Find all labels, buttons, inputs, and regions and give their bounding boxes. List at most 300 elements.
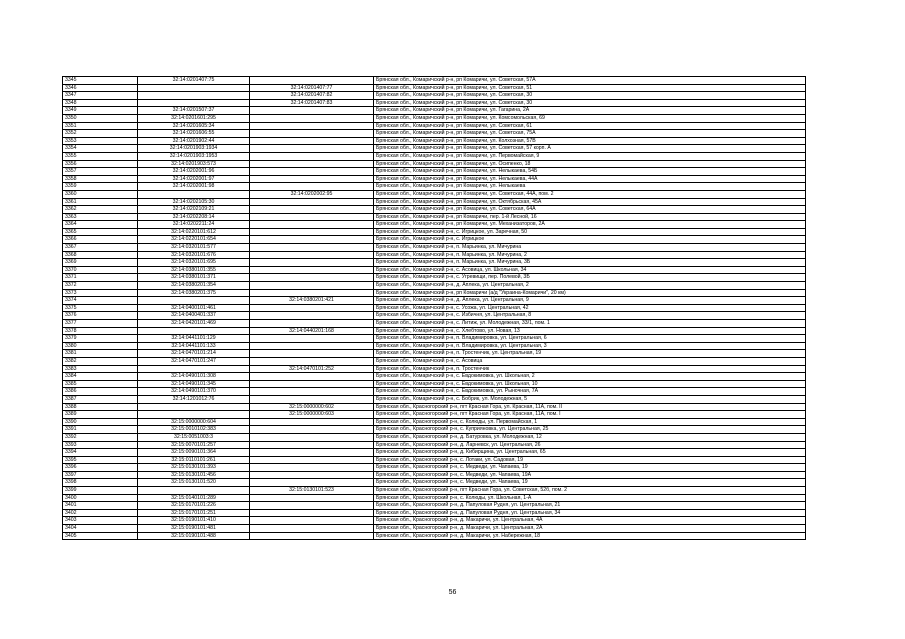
- address-cell: Брянская обл., Красногорский р-н, пгт Красная Гора, ул. Советская, 52б, пом. 2: [374, 487, 806, 495]
- cadastral-number-alt-cell: [250, 509, 374, 517]
- row-number-cell: 3361: [63, 198, 138, 206]
- cadastral-number-cell: 32:15:0130101:393: [138, 464, 250, 472]
- table-row: [63, 152, 806, 160]
- cadastral-number-alt-cell: [250, 350, 374, 358]
- cadastral-number-cell: 32:14:0202109:21: [138, 206, 250, 214]
- cadastral-number-alt-cell: 32:14:0202002:95: [250, 190, 374, 198]
- address-cell: Брянская обл., Красногорский р-н, пгт Красная Гора, ул. Красная, 11А, пом. I: [374, 411, 806, 419]
- table-row: [63, 92, 806, 100]
- property-register-table: [62, 76, 806, 540]
- cadastral-number-alt-cell: [250, 335, 374, 343]
- address-cell: Брянская обл., Комаричский р-н, рп Комаричи, ул. Колхозная, 57В: [374, 137, 806, 145]
- cadastral-number-alt-cell: [250, 418, 374, 426]
- address-cell: Брянская обл., Комаричский р-н, рп Комаричи, ул. Комсомольская, 69: [374, 114, 806, 122]
- cadastral-number-alt-cell: [250, 183, 374, 191]
- table-row: [63, 297, 806, 305]
- row-number-cell: 3382: [63, 357, 138, 365]
- cadastral-number-cell: [138, 327, 250, 335]
- address-cell: Брянская обл., Комаричский р-н, рп Комаричи, ул. Советская, 30: [374, 92, 806, 100]
- cadastral-number-cell: 32:15:0170101:251: [138, 509, 250, 517]
- address-cell: Брянская обл., Комаричский р-н, с. Евдокимовка, ул. Школьная, 10: [374, 380, 806, 388]
- address-cell: Брянская обл., Комаричский р-н, рп Комаричи, ул. Советская, 61: [374, 122, 806, 130]
- cadastral-number-alt-cell: [250, 471, 374, 479]
- row-number-cell: 3346: [63, 84, 138, 92]
- table-row: [63, 373, 806, 381]
- table-row: [63, 380, 806, 388]
- address-cell: Брянская обл., Комаричский р-н, рп Комаричи, ул. Советская, 44А, пом. 2: [374, 190, 806, 198]
- cadastral-number-alt-cell: [250, 122, 374, 130]
- table-row: [63, 274, 806, 282]
- address-cell: Брянская обл., Комаричский р-н, рп Комаричи, ул. Советская, 57А: [374, 77, 806, 85]
- table-row: [63, 99, 806, 107]
- cadastral-number-alt-cell: [250, 282, 374, 290]
- cadastral-number-cell: 32:14:0380201:375: [138, 289, 250, 297]
- table-row: [63, 471, 806, 479]
- table-row: [63, 327, 806, 335]
- cadastral-number-cell: [138, 365, 250, 373]
- row-number-cell: 3378: [63, 327, 138, 335]
- row-number-cell: 3402: [63, 509, 138, 517]
- table-row: [63, 289, 806, 297]
- row-number-cell: 3391: [63, 426, 138, 434]
- cadastral-number-alt-cell: [250, 175, 374, 183]
- address-cell: Брянская обл., Красногорский р-н, с. Лотаки, ул. Садовая, 19: [374, 456, 806, 464]
- address-cell: Брянская обл., Комаричский р-н, с. Угревищи, пер. Полевой, 3Б: [374, 274, 806, 282]
- address-cell: Брянская обл., Красногорский р-н, д. Папуловая Рудня, ул. Центральная, 21: [374, 502, 806, 510]
- table-row: [63, 145, 806, 153]
- row-number-cell: 3381: [63, 350, 138, 358]
- address-cell: Брянская обл., Комаричский р-н, п. Марьинка, ул. Мичурина, 3Б: [374, 259, 806, 267]
- cadastral-number-alt-cell: [250, 236, 374, 244]
- row-number-cell: 3358: [63, 175, 138, 183]
- cadastral-number-alt-cell: [250, 266, 374, 274]
- address-cell: Брянская обл., Комаричский р-н, рп Комаричи, ул. Советская, 75А: [374, 130, 806, 138]
- cadastral-number-cell: [138, 297, 250, 305]
- address-cell: Брянская обл., Красногорский р-н, д. Ларневск, ул. Центральная, 26: [374, 441, 806, 449]
- row-number-cell: 3379: [63, 335, 138, 343]
- address-cell: Брянская обл., Комаричский р-н, с. Игрицкое, ул. Заречная, 50: [374, 228, 806, 236]
- page-number: 56: [448, 589, 457, 596]
- cadastral-number-cell: [138, 84, 250, 92]
- cadastral-number-cell: 32:14:0490101:345: [138, 380, 250, 388]
- cadastral-number-cell: 32:14:0420101:469: [138, 320, 250, 328]
- table-row: [63, 357, 806, 365]
- row-number-cell: 3356: [63, 160, 138, 168]
- cadastral-number-alt-cell: 32:14:0470101:252: [250, 365, 374, 373]
- row-number-cell: 3393: [63, 441, 138, 449]
- cadastral-number-alt-cell: 32:15:0130101:523: [250, 487, 374, 495]
- cadastral-number-alt-cell: [250, 130, 374, 138]
- address-cell: Брянская обл., Комаричский р-н, п. Марьинка, ул. Мичурина: [374, 244, 806, 252]
- cadastral-number-cell: 32:15:0000000:604: [138, 418, 250, 426]
- cadastral-number-alt-cell: [250, 502, 374, 510]
- cadastral-number-cell: 32:14:0400401:337: [138, 312, 250, 320]
- table-row: [63, 312, 806, 320]
- cadastral-number-cell: 32:15:0110101:261: [138, 456, 250, 464]
- address-cell: Брянская обл., Комаричский р-н, с. Асовица, ул. Школьная, 34: [374, 266, 806, 274]
- table-row: [63, 441, 806, 449]
- cadastral-number-cell: 32:15:0170101:226: [138, 502, 250, 510]
- cadastral-number-cell: [138, 92, 250, 100]
- cadastral-number-cell: 32:14:0400101:461: [138, 304, 250, 312]
- cadastral-number-cell: 32:14:0320101:695: [138, 259, 250, 267]
- table-row: [63, 175, 806, 183]
- address-cell: Брянская обл., Комаричский р-н, п. Тростенчик: [374, 365, 806, 373]
- cadastral-number-alt-cell: [250, 168, 374, 176]
- cadastral-number-cell: 32:14:0320101:676: [138, 251, 250, 259]
- address-cell: Брянская обл., Комаричский р-н, п. Марьинка, ул. Мичурина, 2: [374, 251, 806, 259]
- table-row: [63, 426, 806, 434]
- address-cell: Брянская обл., Комаричский р-н, рп Комаричи, ул. Октябрьская, 45А: [374, 198, 806, 206]
- row-number-cell: 3353: [63, 137, 138, 145]
- cadastral-number-cell: 32:14:0320101:577: [138, 244, 250, 252]
- table-row: [63, 244, 806, 252]
- row-number-cell: 3374: [63, 297, 138, 305]
- table-row: [63, 251, 806, 259]
- table-row: [63, 502, 806, 510]
- address-cell: Брянская обл., Красногорский р-н, пгт Красная Гора, ул. Красная, 11А, пом. II: [374, 403, 806, 411]
- address-cell: Брянская обл., Комаричский р-н, рп Комаричи, ул. Советская, 57 корп. А: [374, 145, 806, 153]
- cadastral-number-cell: 32:14:0470101:214: [138, 350, 250, 358]
- cadastral-number-alt-cell: [250, 213, 374, 221]
- table-row: [63, 395, 806, 403]
- row-number-cell: 3359: [63, 183, 138, 191]
- address-cell: Брянская обл., Красногорский р-н, д. Макаричи, ул. Набережная, 18: [374, 532, 806, 540]
- cadastral-number-alt-cell: [250, 395, 374, 403]
- cadastral-number-cell: 32:15:0190101:488: [138, 532, 250, 540]
- address-cell: Брянская обл., Комаричский р-н, рп Комаричи, ул. Нелыкаева: [374, 183, 806, 191]
- cadastral-number-cell: 32:14:0202105:30: [138, 198, 250, 206]
- cadastral-number-cell: 32:14:0490101:308: [138, 373, 250, 381]
- cadastral-number-alt-cell: [250, 137, 374, 145]
- row-number-cell: 3401: [63, 502, 138, 510]
- cadastral-number-cell: 32:14:0201507:37: [138, 107, 250, 115]
- cadastral-number-cell: 32:14:0470101:247: [138, 357, 250, 365]
- table-row: [63, 236, 806, 244]
- address-cell: Брянская обл., Комаричский р-н, п. Тростенчик, ул. Центральная, 19: [374, 350, 806, 358]
- cadastral-number-alt-cell: [250, 517, 374, 525]
- row-number-cell: 3372: [63, 282, 138, 290]
- cadastral-number-alt-cell: [250, 532, 374, 540]
- cadastral-number-alt-cell: [250, 107, 374, 115]
- table-row: [63, 487, 806, 495]
- table-row: [63, 525, 806, 533]
- cadastral-number-cell: 32:15:0130101:456: [138, 471, 250, 479]
- cadastral-number-alt-cell: [250, 289, 374, 297]
- cadastral-number-alt-cell: [250, 433, 374, 441]
- cadastral-number-alt-cell: [250, 77, 374, 85]
- table-row: [63, 282, 806, 290]
- table-row: [63, 464, 806, 472]
- cadastral-number-alt-cell: 32:14:0201407:83: [250, 99, 374, 107]
- cadastral-number-cell: 32:14:0202001:96: [138, 168, 250, 176]
- cadastral-number-cell: 32:14:0220101:612: [138, 228, 250, 236]
- table-row: [63, 107, 806, 115]
- cadastral-number-alt-cell: [250, 342, 374, 350]
- row-number-cell: 3360: [63, 190, 138, 198]
- table-row: [63, 122, 806, 130]
- cadastral-number-cell: 32:14:0201903:573: [138, 160, 250, 168]
- table-row: [63, 137, 806, 145]
- table-row: [63, 259, 806, 267]
- cadastral-number-cell: 32:15:0190101:481: [138, 525, 250, 533]
- table-row: [63, 198, 806, 206]
- cadastral-number-cell: [138, 190, 250, 198]
- table-row: [63, 160, 806, 168]
- row-number-cell: 3392: [63, 433, 138, 441]
- row-number-cell: 3383: [63, 365, 138, 373]
- row-number-cell: 3376: [63, 312, 138, 320]
- cadastral-number-cell: 32:14:0202001:98: [138, 183, 250, 191]
- table-row: [63, 84, 806, 92]
- cadastral-number-alt-cell: [250, 312, 374, 320]
- address-cell: Брянская обл., Комаричский р-н, рп Комаричи, ул. Осипенко, 18: [374, 160, 806, 168]
- cadastral-number-alt-cell: [250, 152, 374, 160]
- address-cell: Брянская обл., Комаричский р-н, с. Бобрик, ул. Молодежная, 5: [374, 395, 806, 403]
- row-number-cell: 3400: [63, 494, 138, 502]
- cadastral-number-alt-cell: [250, 221, 374, 229]
- cadastral-number-alt-cell: [250, 320, 374, 328]
- cadastral-number-cell: 32:14:0202211:24: [138, 221, 250, 229]
- row-number-cell: 3352: [63, 130, 138, 138]
- row-number-cell: 3362: [63, 206, 138, 214]
- cadastral-number-cell: [138, 99, 250, 107]
- address-cell: Брянская обл., Комаричский р-н, п. Владимировка, ул. Центральная, 6: [374, 335, 806, 343]
- cadastral-number-cell: 32:14:0201903:1934: [138, 145, 250, 153]
- row-number-cell: 3354: [63, 145, 138, 153]
- cadastral-number-cell: 32:15:0090101:364: [138, 449, 250, 457]
- cadastral-number-cell: [138, 487, 250, 495]
- row-number-cell: 3377: [63, 320, 138, 328]
- table-row: [63, 494, 806, 502]
- cadastral-number-alt-cell: [250, 206, 374, 214]
- cadastral-number-alt-cell: [250, 388, 374, 396]
- row-number-cell: 3347: [63, 92, 138, 100]
- address-cell: Брянская обл., Комаричский р-н, д. Аплека, ул. Центральная, 2: [374, 282, 806, 290]
- table-row: [63, 206, 806, 214]
- table-row: [63, 342, 806, 350]
- cadastral-number-alt-cell: [250, 479, 374, 487]
- row-number-cell: 3368: [63, 251, 138, 259]
- table-row: [63, 221, 806, 229]
- table-row: [63, 190, 806, 198]
- address-cell: Брянская обл., Красногорский р-н, д. Макаричи, ул. Центральная, 2А: [374, 525, 806, 533]
- cadastral-number-alt-cell: [250, 244, 374, 252]
- cadastral-number-cell: 32:15:0130101:520: [138, 479, 250, 487]
- row-number-cell: 3351: [63, 122, 138, 130]
- cadastral-number-alt-cell: [250, 274, 374, 282]
- row-number-cell: 3384: [63, 373, 138, 381]
- cadastral-number-alt-cell: 32:14:0201407:77: [250, 84, 374, 92]
- row-number-cell: 3397: [63, 471, 138, 479]
- table-row: [63, 213, 806, 221]
- cadastral-number-cell: 32:14:0490101:370: [138, 388, 250, 396]
- address-cell: Брянская обл., Комаричский р-н, с. Усожа, ул. Центральная, 42: [374, 304, 806, 312]
- address-cell: Брянская обл., Красногорский р-н, с. Медведи, ул. Чапаева, 19: [374, 464, 806, 472]
- row-number-cell: 3405: [63, 532, 138, 540]
- cadastral-number-cell: 32:14:0441101:133: [138, 342, 250, 350]
- address-cell: Брянская обл., Комаричский р-н, с. Асовица: [374, 357, 806, 365]
- row-number-cell: 3390: [63, 418, 138, 426]
- row-number-cell: 3371: [63, 274, 138, 282]
- cadastral-number-alt-cell: [250, 464, 374, 472]
- address-cell: Брянская обл., Комаричский р-н, с. Хлебтово, ул. Новая, 13: [374, 327, 806, 335]
- cadastral-number-cell: 32:14:0441101:129: [138, 335, 250, 343]
- row-number-cell: 3395: [63, 456, 138, 464]
- cadastral-number-cell: 32:14:0201606:55: [138, 130, 250, 138]
- cadastral-number-alt-cell: 32:14:0440201:168: [250, 327, 374, 335]
- table-row: [63, 411, 806, 419]
- cadastral-number-alt-cell: [250, 426, 374, 434]
- table-row: [63, 449, 806, 457]
- address-cell: Брянская обл., Комаричский р-н, рп Комаричи, ул. Гагарина, 2А: [374, 107, 806, 115]
- table-row: [63, 517, 806, 525]
- address-cell: Брянская обл., Комаричский р-н, с. Евдокимовка, ул. Рыночная, 7А: [374, 388, 806, 396]
- cadastral-number-alt-cell: [250, 251, 374, 259]
- row-number-cell: 3366: [63, 236, 138, 244]
- row-number-cell: 3398: [63, 479, 138, 487]
- cadastral-number-cell: 32:14:0201902:44: [138, 137, 250, 145]
- cadastral-number-alt-cell: [250, 449, 374, 457]
- address-cell: Брянская обл., Комаричский р-н, рп Комаричи, ул. Механизаторов, 2А: [374, 221, 806, 229]
- cadastral-number-alt-cell: [250, 228, 374, 236]
- cadastral-number-alt-cell: [250, 373, 374, 381]
- table-row: [63, 479, 806, 487]
- row-number-cell: 3388: [63, 403, 138, 411]
- row-number-cell: 3389: [63, 411, 138, 419]
- cadastral-number-cell: 32:14:0201601:295: [138, 114, 250, 122]
- cadastral-number-alt-cell: [250, 145, 374, 153]
- cadastral-number-cell: 32:14:0201903:1953: [138, 152, 250, 160]
- row-number-cell: 3367: [63, 244, 138, 252]
- row-number-cell: 3386: [63, 388, 138, 396]
- row-number-cell: 3387: [63, 395, 138, 403]
- address-cell: Брянская обл., Комаричский р-н, с. Избичня, ул. Центральная, 8: [374, 312, 806, 320]
- table-row: [63, 320, 806, 328]
- address-cell: Брянская обл., Красногорский р-н, с. Медведи, ул. Чапаева, 19А: [374, 471, 806, 479]
- cadastral-number-cell: 32:14:0202001:97: [138, 175, 250, 183]
- cadastral-number-cell: 32:14:0201605:34: [138, 122, 250, 130]
- cadastral-number-cell: [138, 403, 250, 411]
- address-cell: Брянская обл., Красногорский р-н, д. Кибирщина, ул. Центральная, 65: [374, 449, 806, 457]
- address-cell: Брянская обл., Комаричский р-н, рп Комаричи (а/д "Украина-Комаричи", 20 км): [374, 289, 806, 297]
- table-body: [63, 77, 806, 540]
- cadastral-number-alt-cell: [250, 198, 374, 206]
- address-cell: Брянская обл., Комаричский р-н, рп Комаричи, ул. Нелыкаева, 54Б: [374, 168, 806, 176]
- cadastral-number-cell: [138, 411, 250, 419]
- cadastral-number-cell: 32:14:0202208:14: [138, 213, 250, 221]
- row-number-cell: 3380: [63, 342, 138, 350]
- row-number-cell: 3373: [63, 289, 138, 297]
- table-row: [63, 77, 806, 85]
- row-number-cell: 3375: [63, 304, 138, 312]
- address-cell: Брянская обл., Комаричский р-н, с. Литиж, ул. Молодежная, 33/1, пом. 1: [374, 320, 806, 328]
- row-number-cell: 3363: [63, 213, 138, 221]
- address-cell: Брянская обл., Комаричский р-н, п. Владимировка, ул. Центральная, 3: [374, 342, 806, 350]
- cadastral-number-alt-cell: 32:14:0201407:82: [250, 92, 374, 100]
- row-number-cell: 3396: [63, 464, 138, 472]
- address-cell: Брянская обл., Комаричский р-н, рп Комаричи, ул. Советская, 64А: [374, 206, 806, 214]
- table-row: [63, 350, 806, 358]
- row-number-cell: 3370: [63, 266, 138, 274]
- table-row: [63, 130, 806, 138]
- cadastral-number-cell: 32:14:0380101:355: [138, 266, 250, 274]
- cadastral-number-cell: 32:15:0070101:257: [138, 441, 250, 449]
- cadastral-number-alt-cell: [250, 304, 374, 312]
- cadastral-number-cell: 32:15:0051003:3: [138, 433, 250, 441]
- row-number-cell: 3357: [63, 168, 138, 176]
- cadastral-number-alt-cell: 32:15:0000000:603: [250, 411, 374, 419]
- row-number-cell: 3355: [63, 152, 138, 160]
- cadastral-number-cell: 32:14:1201012:76: [138, 395, 250, 403]
- cadastral-number-cell: 32:14:0220101:654: [138, 236, 250, 244]
- cadastral-number-alt-cell: 32:14:0380201:421: [250, 297, 374, 305]
- cadastral-number-cell: 32:14:0380201:354: [138, 282, 250, 290]
- cadastral-number-cell: 32:15:0140101:289: [138, 494, 250, 502]
- table-row: [63, 509, 806, 517]
- table-row: [63, 403, 806, 411]
- cadastral-number-alt-cell: [250, 494, 374, 502]
- address-cell: Брянская обл., Красногорский р-н, д. Макаричи, ул. Центральная, 4А: [374, 517, 806, 525]
- row-number-cell: 3350: [63, 114, 138, 122]
- row-number-cell: 3364: [63, 221, 138, 229]
- row-number-cell: 3394: [63, 449, 138, 457]
- row-number-cell: 3403: [63, 517, 138, 525]
- table-row: [63, 114, 806, 122]
- address-cell: Брянская обл., Комаричский р-н, с. Игрицкое: [374, 236, 806, 244]
- table-row: [63, 266, 806, 274]
- row-number-cell: 3348: [63, 99, 138, 107]
- table-row: [63, 365, 806, 373]
- row-number-cell: 3399: [63, 487, 138, 495]
- address-cell: Брянская обл., Комаричский р-н, рп Комаричи, ул. Первомайская, 9: [374, 152, 806, 160]
- cadastral-number-alt-cell: [250, 259, 374, 267]
- address-cell: Брянская обл., Комаричский р-н, д. Аплека, ул. Центральная, 9: [374, 297, 806, 305]
- table-row: [63, 335, 806, 343]
- table-row: [63, 418, 806, 426]
- address-cell: Брянская обл., Комаричский р-н, с. Евдокимовка, ул. Школьная, 2: [374, 373, 806, 381]
- address-cell: Брянская обл., Красногорский р-н, с. Колюды, ул. Первомайская, 1: [374, 418, 806, 426]
- cadastral-number-alt-cell: [250, 357, 374, 365]
- row-number-cell: 3404: [63, 525, 138, 533]
- address-cell: Брянская обл., Красногорский р-н, д. Батуровка, ул. Молодежная, 12: [374, 433, 806, 441]
- row-number-cell: 3369: [63, 259, 138, 267]
- cadastral-number-cell: 32:14:0201407:75: [138, 77, 250, 85]
- cadastral-number-cell: 32:14:0380101:371: [138, 274, 250, 282]
- table-row: [63, 228, 806, 236]
- cadastral-number-alt-cell: [250, 456, 374, 464]
- cadastral-number-alt-cell: [250, 525, 374, 533]
- table-row: [63, 304, 806, 312]
- address-cell: Брянская обл., Красногорский р-н, с. Колюды, ул. Школьная, 1-А: [374, 494, 806, 502]
- cadastral-number-alt-cell: [250, 380, 374, 388]
- table-row: [63, 168, 806, 176]
- table-row: [63, 388, 806, 396]
- row-number-cell: 3385: [63, 380, 138, 388]
- row-number-cell: 3365: [63, 228, 138, 236]
- table-row: [63, 183, 806, 191]
- row-number-cell: 3349: [63, 107, 138, 115]
- cadastral-number-alt-cell: [250, 441, 374, 449]
- address-cell: Брянская обл., Комаричский р-н, рп Комаричи, пер. 1-й Лесной, 16: [374, 213, 806, 221]
- table-row: [63, 433, 806, 441]
- address-cell: Брянская обл., Комаричский р-н, рп Комаричи, ул. Советская, 30: [374, 99, 806, 107]
- address-cell: Брянская обл., Комаричский р-н, рп Комаричи, ул. Советская, 51: [374, 84, 806, 92]
- address-cell: Брянская обл., Красногорский р-н, с. Куприяновка, ул. Центральная, 25: [374, 426, 806, 434]
- row-number-cell: 3345: [63, 77, 138, 85]
- cadastral-number-alt-cell: [250, 114, 374, 122]
- cadastral-number-alt-cell: [250, 160, 374, 168]
